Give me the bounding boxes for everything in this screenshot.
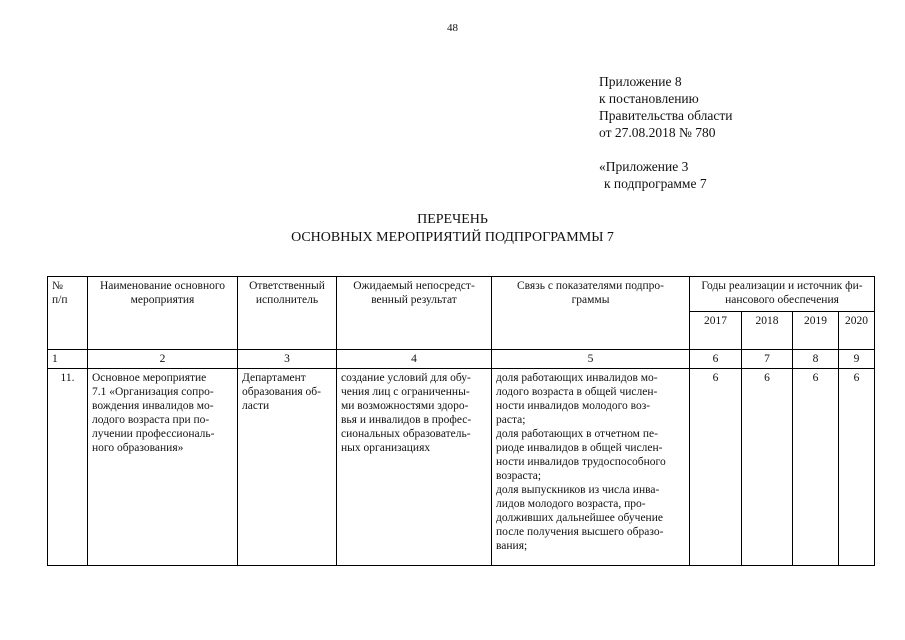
row-name: Основное мероприятие 7.1 «Организация сопро- вождения инвалидов мо- лодого возраста при по- лучении профессиональ- ного образования» — [88, 369, 238, 566]
column-number: 4 — [337, 350, 492, 369]
appendix-ref-line: к подпрограмме 7 — [604, 176, 707, 191]
header-executor: Ответственный исполнитель — [238, 277, 337, 350]
title-line: ОСНОВНЫХ МЕРОПРИЯТИЙ ПОДПРОГРАММЫ 7 — [291, 230, 614, 245]
title-line: ПЕРЕЧЕНЬ — [417, 212, 488, 227]
table-header-row — [48, 277, 875, 312]
appendix-ref-line: «Приложение 3 — [599, 159, 689, 174]
row-result: создание условий для обу- чения лиц с ограниченны- ми возможностями здоро- вья и инвалидов в профес- сиональных образователь- ных организациях — [337, 369, 492, 566]
activities-table — [47, 276, 875, 566]
header-year: 2017 — [690, 312, 742, 350]
header-result: Ожидаемый непосредст- венный результат — [337, 277, 492, 350]
header-year: 2019 — [793, 312, 839, 350]
column-number: 8 — [793, 350, 839, 369]
header-year: 2020 — [839, 312, 875, 350]
row-year-value: 6 — [690, 369, 742, 566]
column-number: 6 — [690, 350, 742, 369]
row-indicators: доля работающих инвалидов мо- лодого возраста в общей числен- ности инвалидов молодого воз- раста; доля работающих в отчетном пе- риоде инвалидов в общей числен- ности инвалидов трудоспособного возраста; доля выпускников из числа инва- лидов молодого возраста, про- долживших дальнейшее обучение после получения высшего образо- вания; — [492, 369, 690, 566]
row-num: 11. — [48, 369, 88, 566]
appendix-line: от 27.08.2018 № 780 — [599, 125, 716, 140]
header-num: № п/п — [48, 277, 88, 350]
column-number: 1 — [48, 350, 88, 369]
column-number: 5 — [492, 350, 690, 369]
appendix-line: Приложение 8 — [599, 74, 682, 89]
column-number: 9 — [839, 350, 875, 369]
row-year-value: 6 — [793, 369, 839, 566]
appendix-block — [599, 73, 732, 192]
header-year: 2018 — [742, 312, 793, 350]
column-number: 7 — [742, 350, 793, 369]
column-number: 2 — [88, 350, 238, 369]
row-executor: Департамент образования об- ласти — [238, 369, 337, 566]
appendix-line: Правительства области — [599, 108, 733, 123]
header-years-group: Годы реализации и источник фи- нансового обеспечения — [690, 277, 875, 312]
column-number-row — [48, 350, 875, 369]
page-number: 48 — [447, 22, 458, 34]
header-indicators: Связь с показателями подпро- граммы — [492, 277, 690, 350]
row-year-value: 6 — [839, 369, 875, 566]
table-row — [48, 369, 875, 566]
column-number: 3 — [238, 350, 337, 369]
header-name: Наименование основного мероприятия — [88, 277, 238, 350]
document-title — [0, 211, 905, 247]
row-year-value: 6 — [742, 369, 793, 566]
appendix-line: к постановлению — [599, 91, 699, 106]
